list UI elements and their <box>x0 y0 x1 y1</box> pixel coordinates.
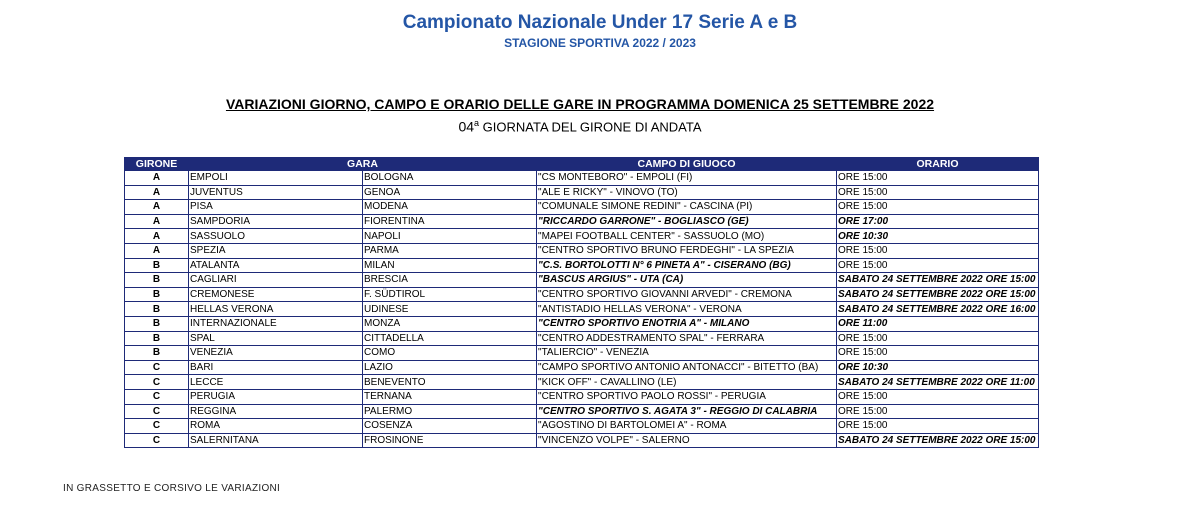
header-campo: CAMPO DI GIUOCO <box>537 158 837 171</box>
table-row <box>125 200 1039 215</box>
header-orario: ORARIO <box>837 158 1039 171</box>
away-team-cell: LAZIO <box>363 360 537 375</box>
away-team-cell: COMO <box>363 346 537 361</box>
campo-cell: "ALE E RICKY" - VINOVO (TO) <box>537 185 837 200</box>
home-team-cell: REGGINA <box>189 404 363 419</box>
girone-cell: B <box>125 346 189 361</box>
campo-cell: "VINCENZO VOLPE" - SALERNO <box>537 433 837 448</box>
away-team-cell: COSENZA <box>363 419 537 434</box>
girone-cell: C <box>125 375 189 390</box>
campo-cell: "CENTRO SPORTIVO S. AGATA 3" - REGGIO DI CALABRIA <box>537 404 837 419</box>
orario-cell: ORE 15:00 <box>837 200 1039 215</box>
girone-cell: C <box>125 433 189 448</box>
header-girone: GIRONE <box>125 158 189 171</box>
orario-cell: ORE 17:00 <box>837 214 1039 229</box>
footer-note: IN GRASSETTO E CORSIVO LE VARIAZIONI <box>63 483 281 494</box>
away-team-cell: F. SÜDTIROL <box>363 287 537 302</box>
table-row <box>125 243 1039 258</box>
orario-cell: ORE 15:00 <box>837 258 1039 273</box>
table-row <box>125 316 1039 331</box>
orario-cell: SABATO 24 SETTEMBRE 2022 ORE 16:00 <box>837 302 1039 317</box>
away-team-cell: GENOA <box>363 185 537 200</box>
table-row <box>125 171 1039 186</box>
campo-cell: "MAPEI FOOTBALL CENTER" - SASSUOLO (MO) <box>537 229 837 244</box>
away-team-cell: MODENA <box>363 200 537 215</box>
table-row <box>125 419 1039 434</box>
table-row <box>125 287 1039 302</box>
campo-cell: "AGOSTINO DI BARTOLOMEI A" - ROMA <box>537 419 837 434</box>
away-team-cell: TERNANA <box>363 389 537 404</box>
orario-cell: ORE 15:00 <box>837 171 1039 186</box>
campo-cell: "BASCUS ARGIUS" - UTA (CA) <box>537 273 837 288</box>
home-team-cell: PISA <box>189 200 363 215</box>
table-row <box>125 214 1039 229</box>
table-row <box>125 389 1039 404</box>
season-subtitle: STAGIONE SPORTIVA 2022 / 2023 <box>504 36 696 50</box>
home-team-cell: INTERNAZIONALE <box>189 316 363 331</box>
girone-cell: B <box>125 302 189 317</box>
away-team-cell: FIORENTINA <box>363 214 537 229</box>
header-gara: GARA <box>189 158 537 171</box>
away-team-cell: BENEVENTO <box>363 375 537 390</box>
table-row <box>125 331 1039 346</box>
campo-cell: "CENTRO SPORTIVO ENOTRIA A" - MILANO <box>537 316 837 331</box>
campo-cell: "C.S. BORTOLOTTI N° 6 PINETA A" - CISERANO (BG) <box>537 258 837 273</box>
campo-cell: "CENTRO SPORTIVO GIOVANNI ARVEDI" - CREMONA <box>537 287 837 302</box>
home-team-cell: SASSUOLO <box>189 229 363 244</box>
orario-cell: SABATO 24 SETTEMBRE 2022 ORE 15:00 <box>837 287 1039 302</box>
variations-heading: VARIAZIONI GIORNO, CAMPO E ORARIO DELLE GARE IN PROGRAMMA DOMENICA 25 SETTEMBRE 2022 <box>225 96 935 112</box>
away-team-cell: MONZA <box>363 316 537 331</box>
table-row <box>125 258 1039 273</box>
girone-cell: C <box>125 360 189 375</box>
home-team-cell: CAGLIARI <box>189 273 363 288</box>
away-team-cell: FROSINONE <box>363 433 537 448</box>
campo-cell: "CENTRO SPORTIVO PAOLO ROSSI" - PERUGIA <box>537 389 837 404</box>
campo-cell: "RICCARDO GARRONE" - BOGLIASCO (GE) <box>537 214 837 229</box>
orario-cell: ORE 15:00 <box>837 243 1039 258</box>
girone-cell: C <box>125 419 189 434</box>
away-team-cell: NAPOLI <box>363 229 537 244</box>
table-row <box>125 404 1039 419</box>
away-team-cell: BRESCIA <box>363 273 537 288</box>
orario-cell: ORE 15:00 <box>837 331 1039 346</box>
girone-cell: A <box>125 243 189 258</box>
girone-cell: C <box>125 404 189 419</box>
girone-cell: A <box>125 229 189 244</box>
girone-cell: A <box>125 171 189 186</box>
table-row <box>125 346 1039 361</box>
campo-cell: "TALIERCIO" - VENEZIA <box>537 346 837 361</box>
orario-cell: ORE 15:00 <box>837 419 1039 434</box>
girone-cell: B <box>125 316 189 331</box>
table-row <box>125 375 1039 390</box>
orario-cell: ORE 10:30 <box>837 229 1039 244</box>
away-team-cell: PARMA <box>363 243 537 258</box>
girone-cell: A <box>125 200 189 215</box>
table-row <box>125 433 1039 448</box>
page-title: Campionato Nazionale Under 17 Serie A e B <box>402 12 798 33</box>
campo-cell: "COMUNALE SIMONE REDINI" - CASCINA (PI) <box>537 200 837 215</box>
away-team-cell: CITTADELLA <box>363 331 537 346</box>
girone-cell: C <box>125 389 189 404</box>
home-team-cell: CREMONESE <box>189 287 363 302</box>
home-team-cell: EMPOLI <box>189 171 363 186</box>
home-team-cell: JUVENTUS <box>189 185 363 200</box>
home-team-cell: SPEZIA <box>189 243 363 258</box>
campo-cell: "CAMPO SPORTIVO ANTONIO ANTONACCI" - BITETTO (BA) <box>537 360 837 375</box>
home-team-cell: SPAL <box>189 331 363 346</box>
home-team-cell: LECCE <box>189 375 363 390</box>
round-suffix: a <box>474 118 480 128</box>
table-row <box>125 273 1039 288</box>
orario-cell: ORE 10:30 <box>837 360 1039 375</box>
home-team-cell: ATALANTA <box>189 258 363 273</box>
orario-cell: ORE 11:00 <box>837 316 1039 331</box>
round-number: 04 <box>458 118 475 135</box>
round-label: GIORNATA DEL GIRONE DI ANDATA <box>479 119 702 135</box>
away-team-cell: UDINESE <box>363 302 537 317</box>
table-row <box>125 229 1039 244</box>
home-team-cell: ROMA <box>189 419 363 434</box>
away-team-cell: PALERMO <box>363 404 537 419</box>
schedule-table <box>124 157 1039 448</box>
campo-cell: "ANTISTADIO HELLAS VERONA" - VERONA <box>537 302 837 317</box>
orario-cell: SABATO 24 SETTEMBRE 2022 ORE 15:00 <box>837 433 1039 448</box>
home-team-cell: SALERNITANA <box>189 433 363 448</box>
girone-cell: B <box>125 331 189 346</box>
table-header-row <box>125 158 1039 171</box>
away-team-cell: MILAN <box>363 258 537 273</box>
girone-cell: A <box>125 214 189 229</box>
campo-cell: "CENTRO ADDESTRAMENTO SPAL" - FERRARA <box>537 331 837 346</box>
girone-cell: B <box>125 287 189 302</box>
orario-cell: ORE 15:00 <box>837 185 1039 200</box>
orario-cell: ORE 15:00 <box>837 346 1039 361</box>
campo-cell: "KICK OFF" - CAVALLINO (LE) <box>537 375 837 390</box>
campo-cell: "CENTRO SPORTIVO BRUNO FERDEGHI" - LA SPEZIA <box>537 243 837 258</box>
orario-cell: SABATO 24 SETTEMBRE 2022 ORE 11:00 <box>837 375 1039 390</box>
home-team-cell: VENEZIA <box>189 346 363 361</box>
girone-cell: B <box>125 273 189 288</box>
orario-cell: ORE 15:00 <box>837 389 1039 404</box>
home-team-cell: SAMPDORIA <box>189 214 363 229</box>
home-team-cell: HELLAS VERONA <box>189 302 363 317</box>
round-heading <box>0 118 1160 134</box>
girone-cell: A <box>125 185 189 200</box>
orario-cell: ORE 15:00 <box>837 404 1039 419</box>
away-team-cell: BOLOGNA <box>363 171 537 186</box>
table-row <box>125 185 1039 200</box>
table-row <box>125 302 1039 317</box>
home-team-cell: PERUGIA <box>189 389 363 404</box>
campo-cell: "CS MONTEBORO" - EMPOLI (FI) <box>537 171 837 186</box>
table-row <box>125 360 1039 375</box>
girone-cell: B <box>125 258 189 273</box>
orario-cell: SABATO 24 SETTEMBRE 2022 ORE 15:00 <box>837 273 1039 288</box>
home-team-cell: BARI <box>189 360 363 375</box>
